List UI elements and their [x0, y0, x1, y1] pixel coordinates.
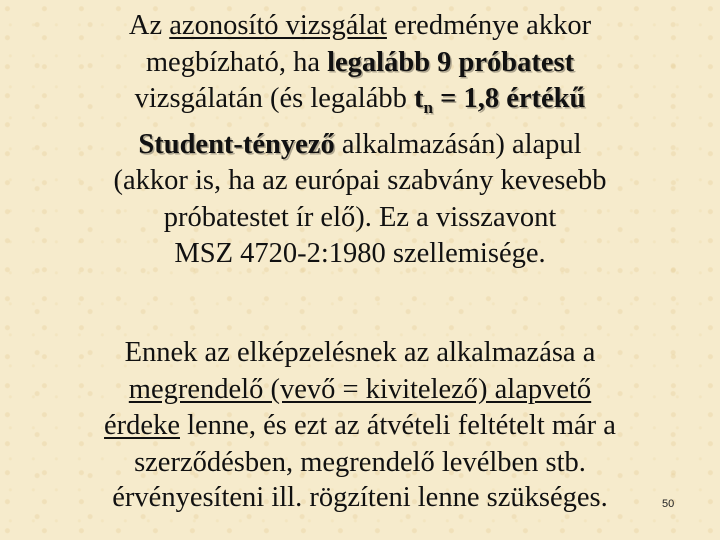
embossed-term: Student-tényező — [138, 128, 335, 160]
embossed-formula — [413, 83, 586, 117]
p2-line-1: Ennek az elképzelésnek az alkalmazása a — [124, 337, 596, 368]
p1-line-4 — [0, 127, 720, 164]
t-symbol: t — [413, 83, 424, 114]
page-number: 50 — [662, 498, 675, 510]
p2-line-4: szerződésben, megrendelő levélben stb. — [134, 446, 586, 478]
text-segment: vizsgálatán (és legalább — [134, 83, 414, 114]
p2-line-2: megrendelő (vevő = kivitelező) alapvető — [128, 373, 592, 405]
p1-line-3 — [0, 81, 720, 127]
paragraph-2 — [0, 335, 720, 517]
text-segment: megbízható, ha — [145, 46, 328, 78]
underlined-term: azonosító vizsgálat — [169, 10, 387, 41]
p1-line-5: (akkor is, ha az európai szabvány kevesebb — [113, 165, 607, 196]
text-segment: lenne, és ezt az átvételi feltételt már a — [179, 410, 616, 441]
n-subscript: n — [423, 98, 433, 117]
p2-line-5: érvényesíteni ill. rögzíteni lenne szükséges. — [112, 482, 608, 513]
p1-line-1 — [0, 8, 720, 45]
formula-value: = 1,8 értékű — [432, 83, 586, 114]
p1-line-6: próbatestet ír elő). Ez a visszavont — [163, 201, 557, 233]
paragraph-1 — [0, 8, 720, 273]
p1-line-2 — [0, 45, 720, 82]
p2-line-3 — [0, 408, 720, 445]
p1-line-7: MSZ 4720-2:1980 szellemisége. — [174, 238, 546, 269]
text-segment: alkalmazásán) alapul — [334, 128, 582, 160]
underlined-term: érdeke — [104, 410, 180, 441]
text-segment: Az — [128, 10, 170, 41]
embossed-term: legalább 9 próbatest — [327, 46, 575, 78]
text-segment: eredménye akkor — [386, 10, 592, 41]
